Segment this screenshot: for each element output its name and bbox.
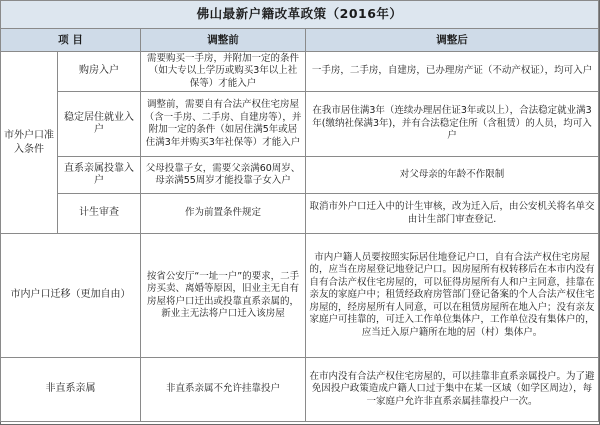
row-after-family: 取消市外户口迁入中的计生审核，改为迁入后，由公安机关将名单交由计生部门审查登记. <box>306 194 599 234</box>
row-after-house: 一手房，二手房，自建房，已办理房产证（不动产权证），均可入户 <box>306 52 599 92</box>
table-row <box>1 194 599 234</box>
table-row <box>1 358 599 422</box>
row-after-city: 市内户籍人员要按照实际居住地登记户口，自有合法产权住宅房屋的，应当在房屋登记地登记户口。因房屋所有权转移后在本市内没有自有合法产权住宅房屋的，可以征得房屋所有人和户主同意，挂靠在亲友的家庭户中；租赁经政府房管部门登记备案的个人合法产权住宅房屋的，经房屋所有人同意，可以在租赁房屋所在地入户；没有亲友家庭户可挂靠的，可迁入工作单位集体户，工作单位没有集体户的，应当迁入原户籍所在地的居（村）集体户。 <box>306 234 599 358</box>
table-title: 佛山最新户籍改革政策（2016年） <box>1 1 599 29</box>
table-row <box>1 157 599 194</box>
row-before-city: 按省公安厅“一址一户”的要求，二手房买卖、离婚等原因，旧业主无自有房屋将户口迁出或投靠直系亲属的，新业主无法将户口迁入该房屋 <box>141 234 306 358</box>
row-label-family: 计生审查 <box>58 194 141 234</box>
row-label-house: 购房入户 <box>58 52 141 92</box>
table-row <box>1 234 599 358</box>
title-row <box>1 1 599 29</box>
header-after: 调整后 <box>306 29 599 52</box>
row-label-nonkin: 非直系亲属 <box>1 358 141 422</box>
row-before-stable: 调整前，需要自有合法产权住宅房屋（含一手房、二手房、自建房等），并附加一定的条件（如居住满5年或居住满3年并购买3年社保等）才能入户 <box>141 92 306 157</box>
table-row <box>1 92 599 157</box>
header-row <box>1 29 599 52</box>
row-label-stable: 稳定居住就业入户 <box>58 92 141 157</box>
row-label-city: 市内户口迁移（更加自由） <box>1 234 141 358</box>
row-label-kin: 直系亲属投靠入户 <box>58 157 141 194</box>
row-before-family: 作为前置条件规定 <box>141 194 306 234</box>
row-after-stable: 在我市居住满3年（连续办理居住证3年或以上），合法稳定就业满3年(缴纳社保满3年)，并有合法稳定住所（含租赁）的人员，均可入户 <box>306 92 599 157</box>
row-before-nonkin: 非直系亲属不允许挂靠投户 <box>141 358 306 422</box>
row-before-kin: 父母投靠子女，需要父亲满60周岁、母亲满55周岁才能投靠子女入户 <box>141 157 306 194</box>
header-before: 调整前 <box>141 29 306 52</box>
row-after-kin: 对父母亲的年龄不作限制 <box>306 157 599 194</box>
row-before-house: 需要购买一手房，并附加一定的条件（如大专以上学历或购买3年以上社保等）才能入户 <box>141 52 306 92</box>
outside-group-label: 市外户口准入条件 <box>1 52 58 234</box>
header-item: 项 目 <box>1 29 141 52</box>
row-after-nonkin: 在市内没有合法产权住宅房屋的，可以挂靠非直系亲属投户。为了避免因投户政策造成户籍人口过于集中在某一区域（如学区周边），每一家庭户允许非直系亲属挂靠投户一次。 <box>306 358 599 422</box>
table-row <box>1 52 599 92</box>
